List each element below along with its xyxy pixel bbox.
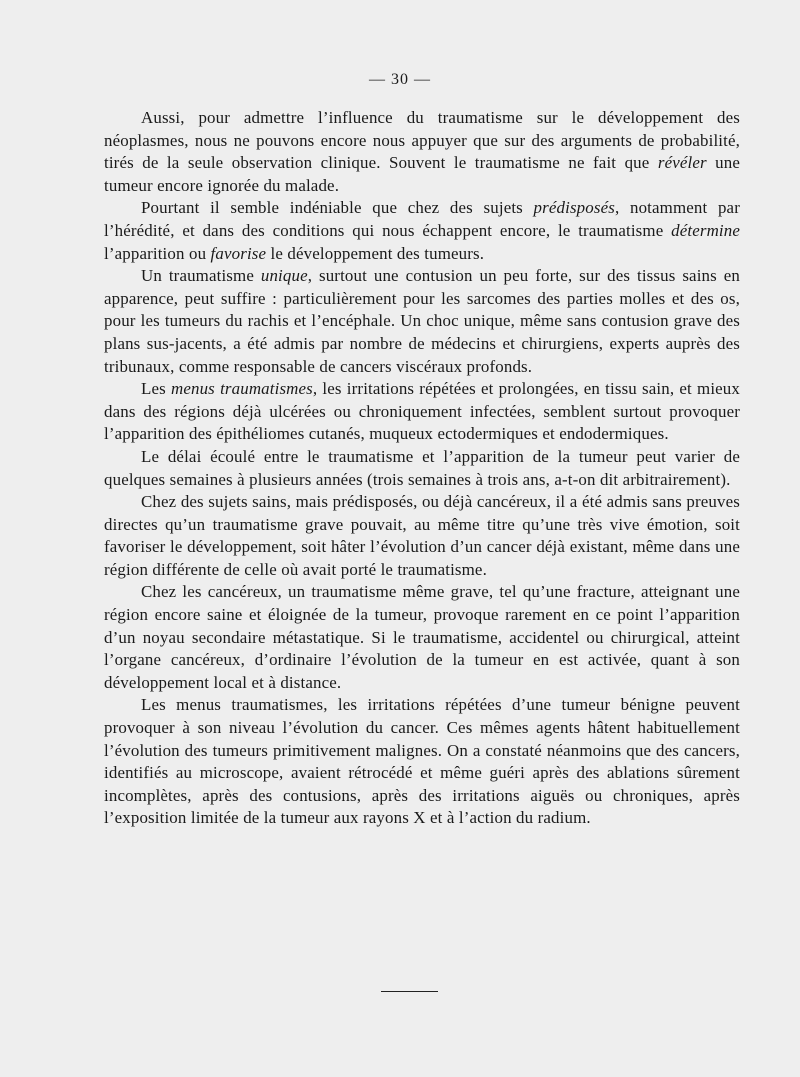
text-run: l’apparition ou — [104, 243, 211, 263]
paragraph — [104, 378, 740, 446]
italic-text: révéler — [657, 153, 707, 173]
closing-rule — [381, 991, 438, 992]
paragraph — [104, 197, 740, 265]
paragraph — [104, 491, 740, 581]
paragraph — [104, 265, 740, 378]
text-run: , surtout une contusion un peu forte, sur des tissus sains en apparence, peut suffire : particulièrement pour les sarcomes des parties molles et des os, pour les tumeurs du rachis et l’encéphale. Un choc unique, même sans contusion grave des plans sus-jacents, a été admis par nombre de médecins et chirurgiens, experts auprès des tribunaux, comme responsable de cancers viscéraux profonds. — [104, 266, 740, 376]
text-run: Un traumatisme — [141, 266, 261, 286]
italic-text: unique — [260, 266, 308, 286]
text-run: , notamment par l’hérédité, et dans des conditions qui nous échappent encore, le traumatisme — [104, 198, 740, 240]
text-run: Aussi, pour admettre l’influence du traumatisme sur le développement des néoplasmes, nous ne pouvons encore nous appuyer que sur des arguments de probabilité, tirés de la seule observation clinique. Souvent le traumatisme ne fait que — [104, 108, 740, 173]
paragraph — [104, 581, 740, 694]
italic-text: menus traumatismes — [171, 379, 313, 399]
text-run: Chez les cancéreux, un traumatisme même grave, tel qu’une fracture, atteignant une région encore saine et éloignée de la tumeur, provoque rarement en ce point l’apparition d’un noyau secondaire métastatique. Si le traumatisme, accidentel ou chirurgical, atteint l’organe cancéreux, d’ordinaire l’évolution de la tumeur en est activée, quant à son développement local et à distance. — [104, 582, 740, 692]
text-run: , les irritations répétées et prolongées, en tissu sain, et mieux dans des régions déjà ulcérées ou chroniquement infectées, semblent surtout provoquer l’apparition des épithéliomes cutanés, muqueux ectodermiques et endodermiques. — [104, 379, 740, 444]
page-number: — 30 — — [369, 71, 431, 88]
italic-text: favorise — [210, 243, 267, 263]
italic-text: prédisposés — [533, 198, 615, 218]
text-run: le développement des tumeurs. — [266, 243, 485, 263]
body-text — [104, 107, 740, 830]
paragraph — [104, 107, 740, 197]
text-run: Pourtant il semble indéniable que chez des sujets — [141, 198, 534, 218]
text-run: Les menus traumatismes, les irritations répétées d’une tumeur bénigne peuvent provoquer à son niveau l’évolution du cancer. Ces mêmes agents hâtent habituellement l’évolution des tumeurs primitivement malignes. On a constaté néanmoins que des cancers, identifiés au microscope, avaient rétrocédé et même guéri après des ablations sûrement incomplètes, après des contusions, après des irritations aiguës ou chroniques, après l’exposition limitée de la tumeur aux rayons X et à l’action du radium. — [104, 695, 740, 828]
italic-text: détermine — [671, 220, 740, 240]
text-run: une tumeur encore ignorée du malade. — [104, 153, 741, 195]
text-run: Chez des sujets sains, mais prédisposés, ou déjà cancéreux, il a été admis sans preuves directes qu’un traumatisme grave pouvait, au même titre qu’une très vive émotion, soit favoriser le développement, soit hâter l’évolution d’un cancer déjà existant, même dans une région différente de celle où avait porté le traumatisme. — [104, 492, 740, 579]
text-run: Le délai écoulé entre le traumatisme et l’apparition de la tumeur peut varier de quelques semaines à plusieurs années (trois semaines à trois ans, a-t-on dit arbitrairement). — [104, 446, 740, 489]
paragraph — [104, 446, 740, 491]
text-run: Les — [141, 379, 171, 399]
paragraph — [104, 694, 740, 830]
